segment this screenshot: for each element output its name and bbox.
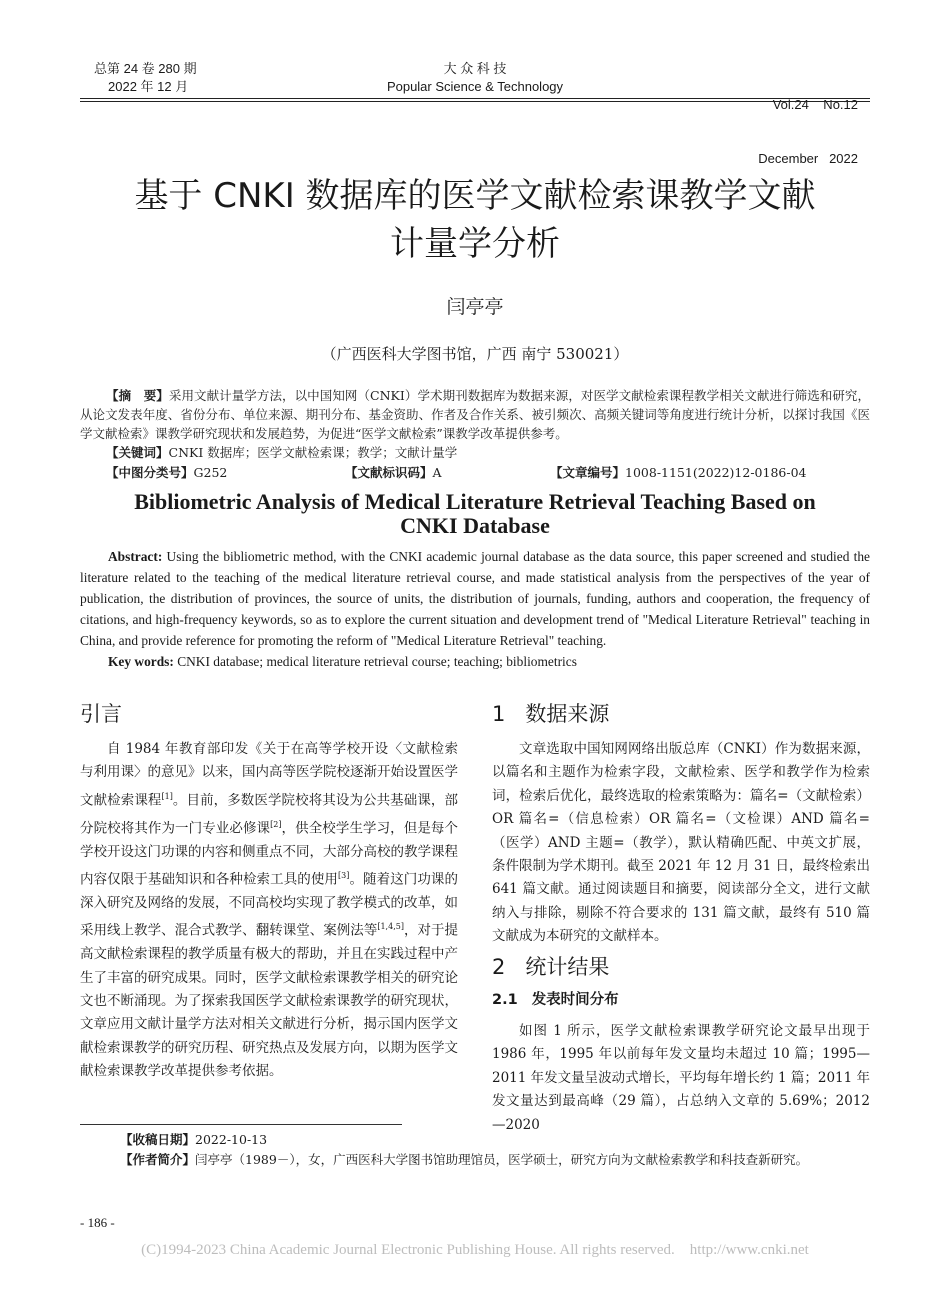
header-date-cn: 2022 年 12 月 bbox=[108, 79, 189, 94]
header-right bbox=[758, 60, 858, 186]
abstract-cn bbox=[80, 386, 870, 443]
section-2-title: 统计结果 bbox=[525, 955, 610, 979]
received-date bbox=[120, 1130, 267, 1149]
doc-value: A bbox=[432, 465, 442, 480]
section-1-title: 数据来源 bbox=[525, 702, 610, 726]
intro-text-1: 自 1984 年教育部印发《关于在高等学校开设〈文献检索与利用课〉的意见》以来，国内高等医学院校逐渐开始设置医学文献检索课程 bbox=[80, 741, 458, 809]
keywords-cn-text: CNKI 数据库；医学文献检索课；教学；文献计量学 bbox=[168, 445, 458, 460]
author-bio bbox=[80, 1150, 870, 1169]
english-title bbox=[80, 490, 870, 538]
header-left bbox=[94, 60, 197, 96]
header-center bbox=[325, 60, 625, 96]
abstract-en bbox=[80, 546, 870, 651]
subsection-2-1-title: 发表时间分布 bbox=[531, 992, 619, 1008]
section-1-body: 文章选取中国知网网络出版总库（CNKI）作为数据来源，以篇名和主题作为检索字段，文献检索、医学和教学作为检索词，检索后优化，最终选取的检索策略为：篇名=（文献检索）OR 篇名=（信息检索）OR 篇名=（文检课）AND 篇名=（医学）AND 主题=（教学），默认精确匹配、中英文扩展，条件限制为学术期刊。截至 2021 年 12 月 31 日，最终检索出 641 篇文献。通过阅读题目和摘要，阅读部分全文，进行文献纳入与排除，剔除不符合要求的 131 篇文献，最终有 510 篇文献成为本研究的文献样本。 bbox=[492, 741, 870, 945]
section-2-heading bbox=[492, 953, 609, 981]
citation-2: [2] bbox=[270, 819, 282, 829]
doc-code bbox=[345, 463, 442, 482]
author-bio-label: 【作者简介】 bbox=[120, 1152, 196, 1167]
keywords-cn-label: 【关键词】 bbox=[106, 445, 169, 460]
citation-3: [3] bbox=[338, 871, 350, 881]
section-1-number: 1 bbox=[492, 702, 506, 726]
received-label: 【收稿日期】 bbox=[120, 1132, 196, 1147]
article-number bbox=[550, 463, 807, 482]
footnote-rule bbox=[80, 1124, 402, 1125]
intro-text-4: 。随着这门功课的深入研究及网络的发展，不同高校均实现了教学模式的改革，如采用线上教学、混合式教学、翻转课堂、案例法等 bbox=[80, 871, 459, 939]
affiliation: （广西医科大学图书馆，广西 南宁 530021） bbox=[321, 345, 629, 363]
title-line-2: 计量学分析 bbox=[390, 224, 560, 264]
subsection-2-1-body: 如图 1 所示，医学文献检索课教学研究论文最早出现于 1986 年，1995 年以前每年发文量均未超过 10 篇；1995—2011 年发文量呈波动式增长，平均每年增长约 1 篇；2011 年发文量达到最高峰（29 篇），占总纳入文章的 5.69%；2012—2020 bbox=[492, 1023, 870, 1133]
journal-name-cn: 大 众 科 技 bbox=[443, 61, 507, 76]
subsection-2-1-heading bbox=[492, 990, 619, 1010]
author-name: 闫亭亭 bbox=[446, 296, 504, 318]
section-1-heading bbox=[492, 700, 609, 728]
header-rule bbox=[80, 98, 870, 99]
title-line-1: 基于 CNKI 数据库的医学文献检索课教学文献 bbox=[134, 176, 816, 216]
abstract-en-text: Using the bibliometric method, with the CNKI academic journal database as the data source, this paper screened and studied the literature related to the teaching of the medical literature retrieval course, and made statistical analysis from the perspectives of the year of publication, the distribution of provinces, the source of units, the distribution of journals, funding, authors and cooperation, the frequency of citations, and high-frequency keywords, so as to explore the current situation and development trend of "Medical Literature Retrieval" teaching in China, and provide reference for promoting the reform of "Medical Literature Retrieval" teaching. bbox=[80, 549, 870, 648]
english-title-line-2: CNKI Database bbox=[400, 513, 550, 538]
abstract-cn-label: 【摘 要】 bbox=[106, 388, 169, 403]
clc-number bbox=[106, 463, 227, 482]
header-rule-thin bbox=[80, 101, 870, 102]
clc-value: G252 bbox=[193, 465, 228, 480]
doc-label: 【文献标识码】 bbox=[345, 465, 433, 480]
header-vol-no: Vol.24 No.12 bbox=[772, 97, 858, 112]
english-title-line-1: Bibliometric Analysis of Medical Literature Retrieval Teaching Based on bbox=[134, 489, 816, 514]
paper-title bbox=[60, 172, 890, 268]
keywords-en bbox=[80, 651, 870, 672]
intro-text-3: ，供全校学生学习，但是每个学校开设这门功课的内容和侧重点不同，大部分高校的教学课程内容仅限于基础知识和各种检索工具的使用 bbox=[80, 820, 459, 888]
subsection-2-1-number: 2.1 bbox=[492, 992, 518, 1008]
header-date-en: December 2022 bbox=[758, 151, 858, 166]
intro-paragraph bbox=[80, 738, 458, 1084]
intro-text-5: ，对于提高文献检索课程的教学质量有极大的帮助，并且在实践过程中产生了丰富的研究成果。同时，医学文献检索课教学相关的研究论文也不断涌现。为了探索我国医学文献检索课教学的研究现状，文章应用文献计量学方法对相关文献进行分析，揭示国内医学文献检索课教学的研究历程、研究热点及发展方向，以期为医学文献检索课教学改革提供参考依据。 bbox=[80, 922, 459, 1080]
article-label: 【文章编号】 bbox=[550, 465, 626, 480]
citation-1: [1] bbox=[161, 791, 173, 801]
keywords-en-label: Key words: bbox=[108, 654, 174, 669]
citation-4: [1,4,5] bbox=[377, 922, 404, 932]
keywords-en-text: CNKI database; medical literature retrieval course; teaching; bibliometrics bbox=[177, 654, 577, 669]
journal-name-en: Popular Science & Technology bbox=[386, 79, 564, 94]
received-value: 2022-10-13 bbox=[195, 1132, 268, 1147]
keywords-cn bbox=[106, 443, 457, 462]
page-number: - 186 - bbox=[80, 1215, 115, 1230]
section-2-number: 2 bbox=[492, 955, 506, 979]
article-value: 1008-1151(2022)12-0186-04 bbox=[625, 465, 807, 480]
header-volume: 总第 24 卷 280 期 bbox=[94, 61, 197, 76]
intro-heading: 引言 bbox=[80, 702, 122, 726]
intro-body bbox=[80, 738, 458, 1084]
author-bio-text: 闫亭亭（1989－），女，广西医科大学图书馆助理馆员，医学硕士，研究方向为文献检索教学和科技查新研究。 bbox=[195, 1152, 809, 1167]
copyright-watermark: (C)1994-2023 China Academic Journal Electronic Publishing House. All rights reserved. http://www.cnki.net bbox=[141, 1242, 809, 1258]
abstract-cn-text: 采用文献计量学方法，以中国知网（CNKI）学术期刊数据库为数据来源，对医学文献检索课程教学相关文献进行筛选和研究，从论文发表年度、省份分布、单位来源、期刊分布、基金资助、作者及合作关系、被引频次、高频关键词等角度进行统计分析，以探讨我国《医学文献检索》课教学研究现状和发展趋势，为促进“医学文献检索”课教学改革提供参考。 bbox=[80, 388, 870, 441]
abstract-en-label: Abstract: bbox=[108, 549, 163, 564]
clc-label: 【中图分类号】 bbox=[106, 465, 194, 480]
intro-text-2: 。目前，多数医学院校将其设为公共基础课，部分院校将其作为一门专业必修课 bbox=[80, 792, 459, 837]
